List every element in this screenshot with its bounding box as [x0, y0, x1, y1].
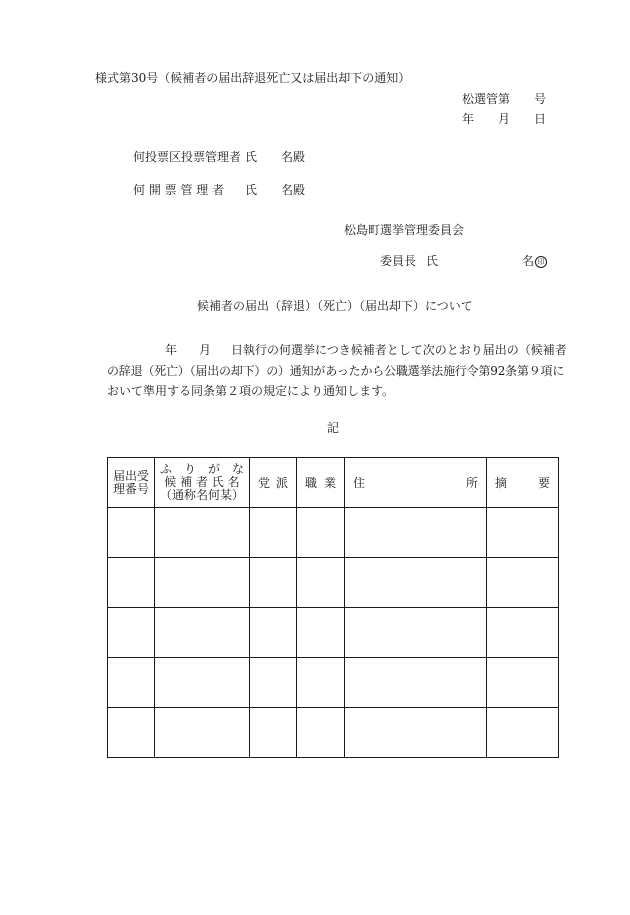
cell-remarks[interactable] — [487, 508, 559, 558]
cell-party[interactable] — [250, 658, 297, 708]
sender-mei: 名 — [522, 254, 535, 268]
addressee-uji: 氏 — [245, 150, 258, 164]
cell-party[interactable] — [250, 608, 297, 658]
cell-occupation[interactable] — [297, 558, 345, 608]
sender-uji: 氏 — [426, 254, 439, 268]
reference-suffix: 号 — [534, 92, 547, 106]
table-row — [108, 608, 559, 658]
cell-number[interactable] — [108, 608, 155, 658]
notice-body — [107, 340, 579, 402]
cell-occupation[interactable] — [297, 608, 345, 658]
cell-occupation[interactable] — [297, 508, 345, 558]
cell-party[interactable] — [250, 708, 297, 758]
header-address: 住 所 — [345, 458, 487, 508]
date-year: 年 — [462, 112, 475, 126]
addressee-sama: 名殿 — [281, 150, 306, 164]
cell-name[interactable] — [155, 708, 250, 758]
reference-number — [462, 92, 546, 106]
sender-chair — [380, 254, 438, 268]
table-row — [108, 708, 559, 758]
date-month: 月 — [498, 112, 511, 126]
body-line-1 — [107, 340, 579, 361]
reference-prefix: 松選管第 — [462, 92, 511, 106]
table-row — [108, 558, 559, 608]
cell-remarks[interactable] — [487, 608, 559, 658]
body-line-3: おいて準用する同条第２項の規定により通知します。 — [107, 384, 395, 398]
sender-name-seal — [522, 254, 547, 268]
cell-occupation[interactable] — [297, 658, 345, 708]
cell-remarks[interactable] — [487, 658, 559, 708]
addressee-polling-manager — [133, 150, 305, 164]
form-title: 様式第30号（候補者の届出辞退死亡又は届出却下の通知） — [95, 71, 411, 85]
ki-marker: 記 — [327, 421, 340, 435]
cell-address[interactable] — [345, 508, 487, 558]
cell-address[interactable] — [345, 658, 487, 708]
table-row — [108, 508, 559, 558]
cell-address[interactable] — [345, 608, 487, 658]
cell-remarks[interactable] — [487, 708, 559, 758]
issue-date — [462, 112, 546, 126]
header-acceptance-number: 届出受 理番号 — [108, 458, 155, 508]
cell-number[interactable] — [108, 558, 155, 608]
cell-party[interactable] — [250, 508, 297, 558]
seal-icon: 印 — [535, 256, 547, 268]
addressee-office: 何投票区投票管理者 — [133, 150, 242, 164]
cell-party[interactable] — [250, 558, 297, 608]
date-day: 日 — [534, 112, 547, 126]
addressee-sama: 名殿 — [281, 183, 306, 197]
cell-number[interactable] — [108, 658, 155, 708]
cell-number[interactable] — [108, 708, 155, 758]
cell-number[interactable] — [108, 508, 155, 558]
body-line-2: の辞退（死亡）（届出の却下）の）通知があったから公職選挙法施行令第92条第９項に — [107, 363, 565, 378]
cell-name[interactable] — [155, 508, 250, 558]
body-line-1-rest: 日執行の何選挙につき候補者として次のとおり届出の（候補者 — [231, 343, 567, 357]
table-header-row — [108, 458, 559, 508]
notice-table — [107, 457, 559, 758]
cell-name[interactable] — [155, 608, 250, 658]
header-party: 党 派 — [250, 458, 297, 508]
sender-organization: 松島町選挙管理委員会 — [344, 223, 465, 237]
table-row — [108, 658, 559, 708]
header-occupation: 職 業 — [297, 458, 345, 508]
cell-remarks[interactable] — [487, 558, 559, 608]
header-candidate-name: ふ り が な 候 補 者 氏 名 （通称名何某） — [155, 458, 250, 508]
cell-name[interactable] — [155, 658, 250, 708]
body-year: 年 — [165, 343, 178, 357]
addressee-office: 何 開 票 管 理 者 — [133, 183, 225, 197]
body-month: 月 — [199, 343, 212, 357]
header-remarks: 摘 要 — [487, 458, 559, 508]
cell-occupation[interactable] — [297, 708, 345, 758]
cell-name[interactable] — [155, 558, 250, 608]
cell-address[interactable] — [345, 558, 487, 608]
addressee-uji: 氏 — [245, 183, 258, 197]
cell-address[interactable] — [345, 708, 487, 758]
sender-chair-title: 委員長 — [380, 254, 417, 268]
addressee-counting-manager — [133, 183, 305, 197]
subject-line: 候補者の届出（辞退）（死亡）（届出却下）について — [197, 299, 473, 313]
